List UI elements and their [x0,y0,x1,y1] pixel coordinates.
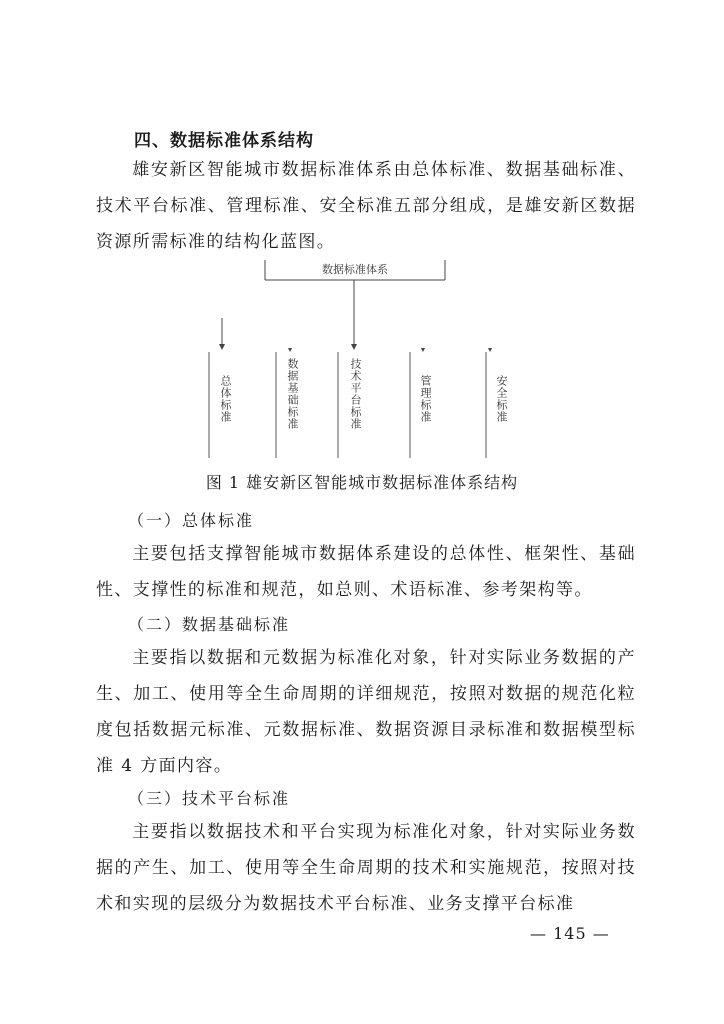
subsection-text-3: 主要指以数据技术和平台实现为标准化对象，针对实际业务数据的产生、加工、使用等全生命周期的技术和实施规范，按照对技术和实现的层级分为数据技术平台标准、业务支撑平台标准 [96,822,636,914]
intro-paragraph [96,152,636,260]
subsection-paragraph-1 [96,536,636,608]
subsection-title-3: （三）技术平台标准 [128,789,291,808]
subsection-text-1: 主要包括支撑智能城市数据体系建设的总体性、框架性、基础性、支撑性的标准和规范，如总则、术语标准、参考架构等。 [96,544,636,600]
diagram-node-tech-platform: 技术平台标准 [349,358,362,430]
diagram-node-management: 管理标准 [419,375,432,423]
diagram-node-overall: 总体标准 [219,375,232,423]
subsection-paragraph-3 [96,814,636,922]
subsection-text-2: 主要指以数据和元数据为标准化对象，针对实际业务数据的产生、加工、使用等全生命周期的详细规范，按照对数据的规范化粒度包括数据元标准、元数据标准、数据资源目录标准和数据模型标准 4 方面内容。 [96,648,636,776]
diagram-node-data-basic: 数据基础标准 [286,358,299,430]
subsection-paragraph-2 [96,640,636,784]
subsection-title-1: （一）总体标准 [128,511,255,530]
section-heading: 四、数据标准体系结构 [134,131,314,151]
structure-diagram [200,258,530,468]
diagram-node-security: 安全标准 [495,375,508,423]
page-number: — 145 — [530,924,610,943]
diagram-lines [200,258,530,468]
intro-text: 雄安新区智能城市数据标准体系由总体标准、数据基础标准、技术平台标准、管理标准、安全标准五部分组成，是雄安新区数据资源所需标准的结构化蓝图。 [96,160,636,252]
figure-caption: 图 1 雄安新区智能城市数据标准体系结构 [205,473,519,492]
subsection-title-2: （二）数据基础标准 [128,615,291,634]
diagram-root-label: 数据标准体系 [322,263,388,276]
